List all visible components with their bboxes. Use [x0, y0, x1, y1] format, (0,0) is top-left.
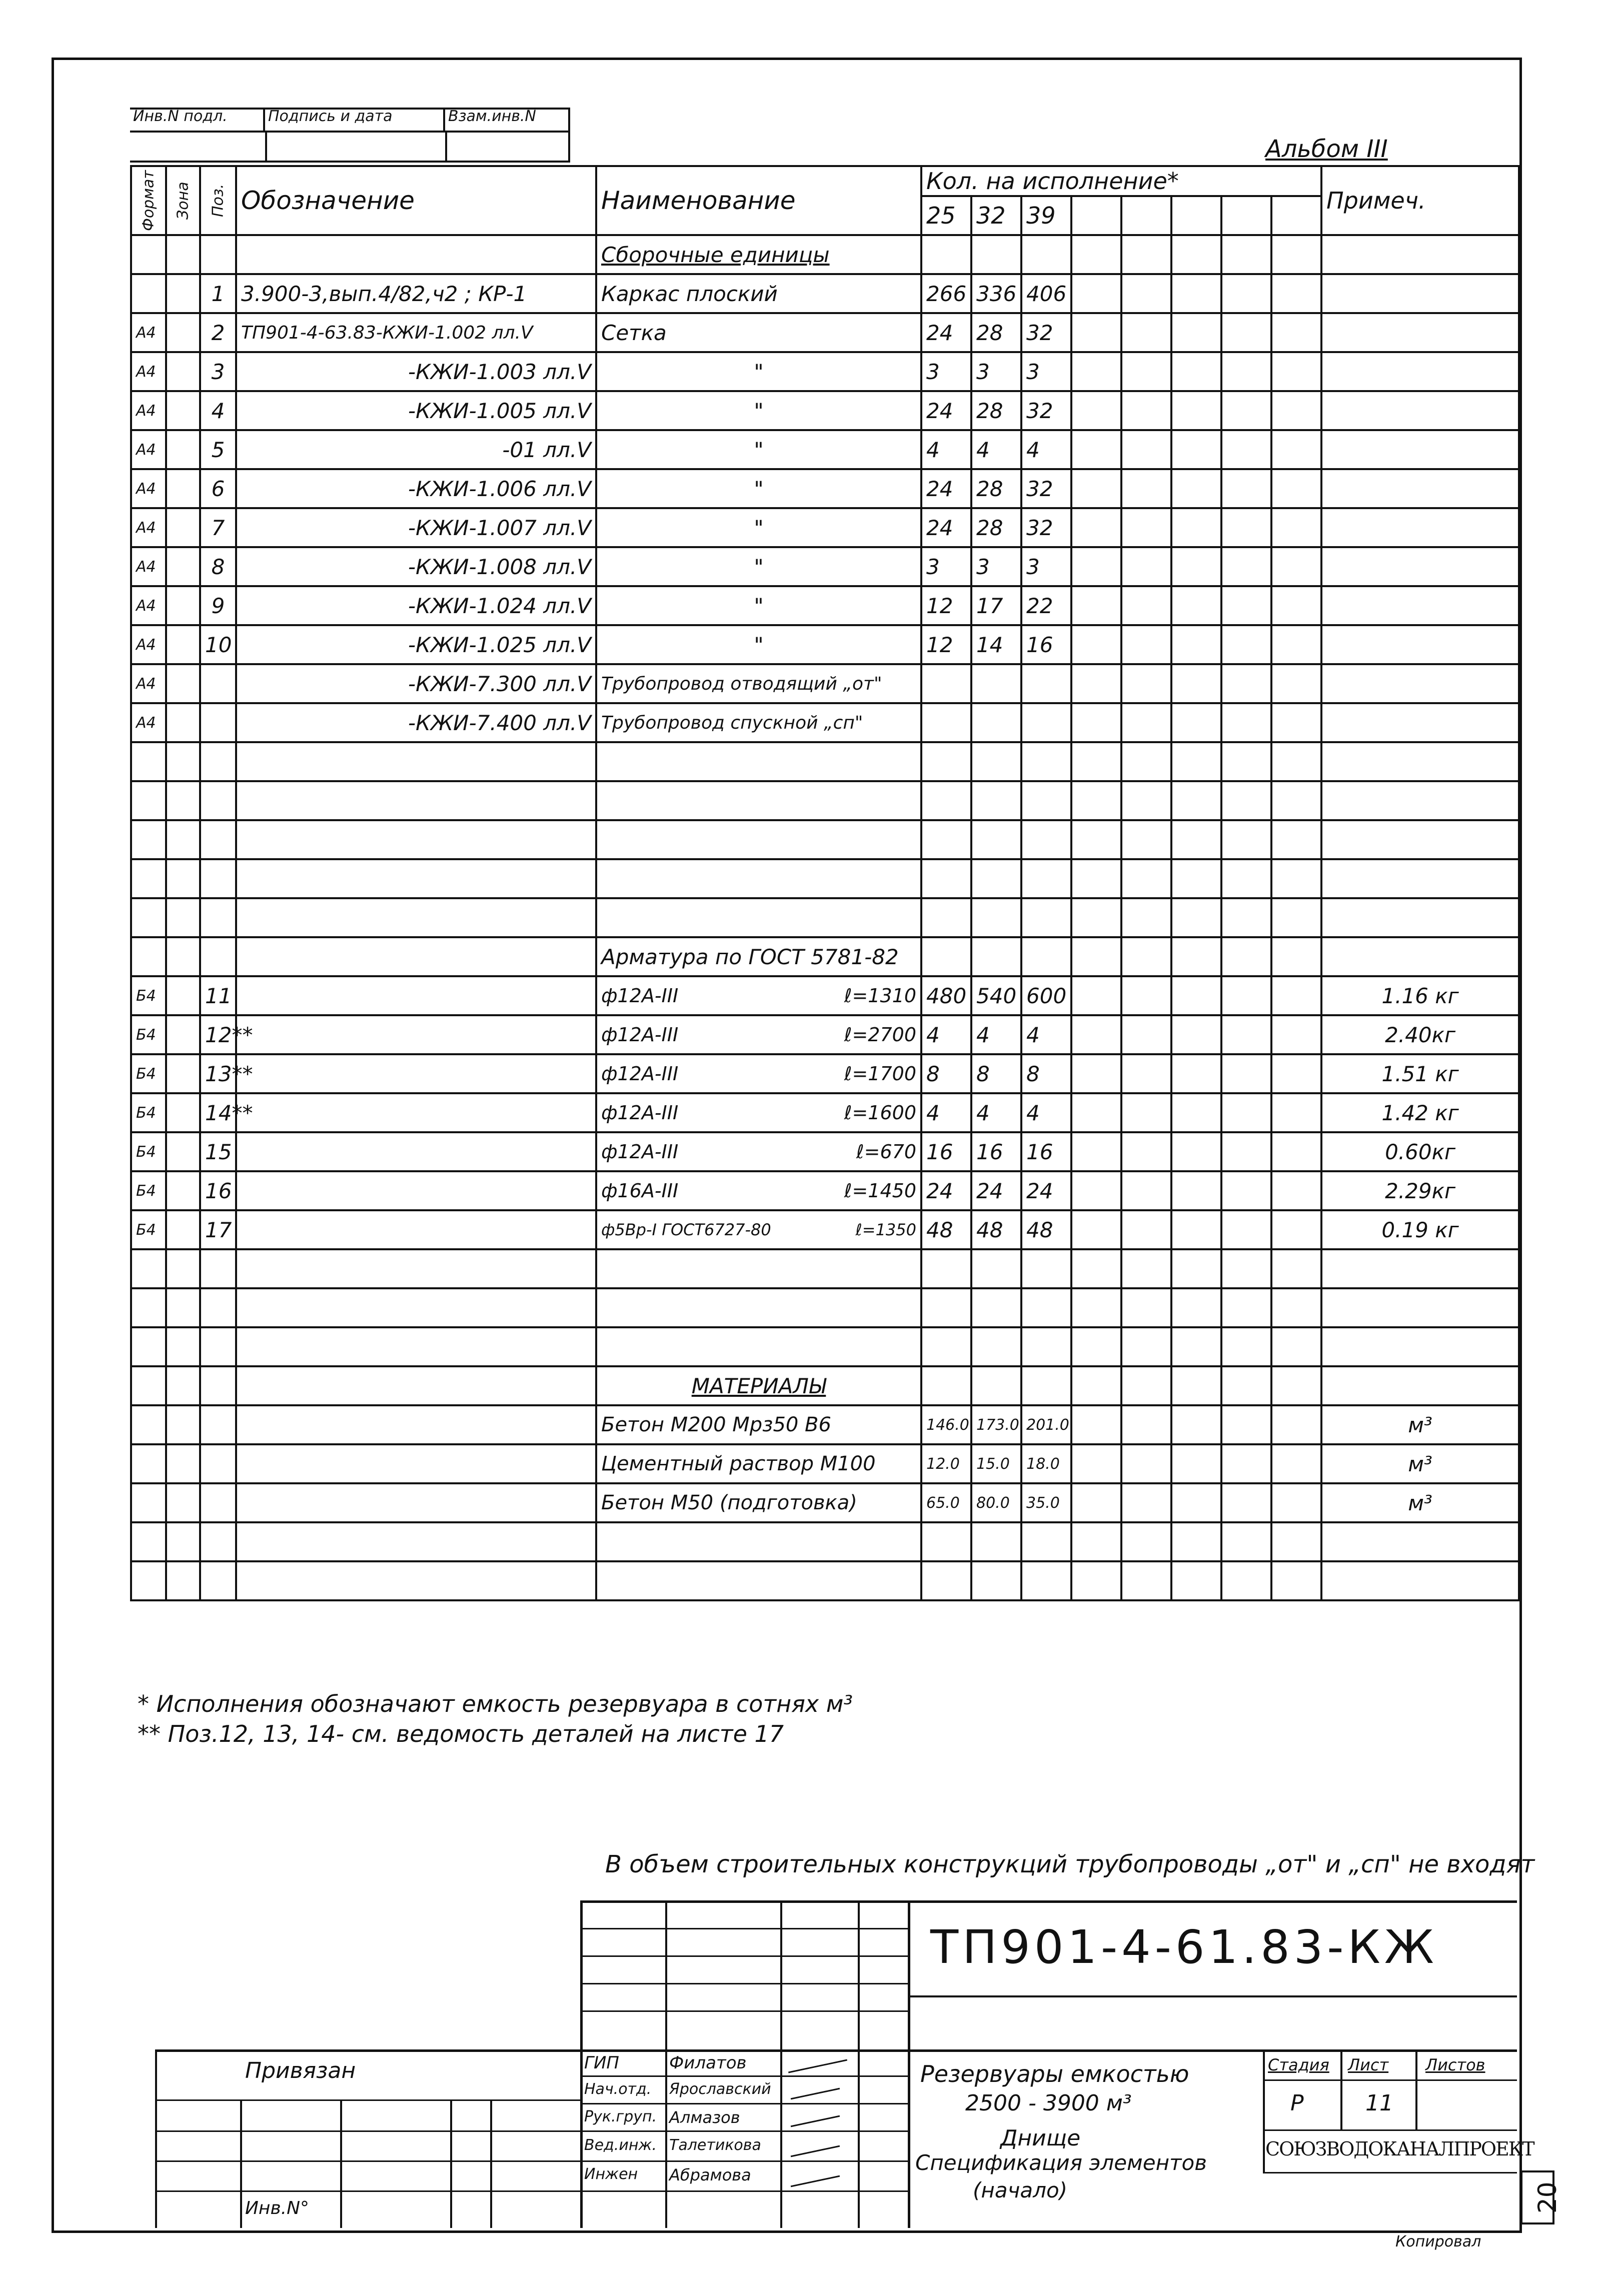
- table-row: А4 2 ТП901-4-63.83-КЖИ-1.002 лл.V Сетка 24 28 32: [131, 313, 1519, 352]
- table-row: А4 9 -КЖИ-1.024 лл.V " 12 17 22: [131, 586, 1519, 625]
- section-materials: МАТЕРИАЛЫ: [596, 1366, 921, 1405]
- table-row: Б4 12** ф12А-III ℓ=2700 4 4 4 2.40кг: [131, 1015, 1519, 1054]
- pipe-note: В объем строительных конструкций трубопроводы „от" и „сп" не входят: [605, 1850, 1535, 1878]
- table-row: Б4 15 ф12А-III ℓ=670 16 16 16 0.60кг: [131, 1132, 1519, 1171]
- table-row: А4 6 -КЖИ-1.006 лл.V " 24 28 32: [131, 469, 1519, 508]
- doc-title-line1: Резервуары емкостью: [920, 2060, 1189, 2087]
- staff-role: Инжен: [584, 2165, 638, 2183]
- staff-name: Талетикова: [669, 2136, 761, 2154]
- staff-role: Вед.инж.: [584, 2136, 657, 2154]
- doc-title-line4: Спецификация элементов: [915, 2150, 1207, 2175]
- section-assembly: Сборочные единицы: [596, 235, 921, 274]
- privyazan-label: Привязан: [245, 2058, 356, 2083]
- staff-name: Филатов: [669, 2053, 747, 2073]
- col-format: Формат: [131, 166, 166, 235]
- staff-name: Ярославский: [669, 2080, 771, 2098]
- organization: СОЮЗВОДОКАНАЛПРОЕКТ: [1265, 2138, 1534, 2160]
- stamp-inv-label: Инв.N подл.: [130, 108, 265, 133]
- staff-role: Нач.отд.: [584, 2080, 652, 2098]
- col-q1: 25: [921, 196, 971, 235]
- footnote-1: * Исполнения обозначают емкость резервуара в сотнях м³: [138, 1690, 853, 1717]
- table-row: Б4 14** ф12А-III ℓ=1600 4 4 4 1.42 кг: [131, 1093, 1519, 1132]
- col-name: Наименование: [596, 166, 921, 235]
- table-row: 1 3.900-3,вып.4/82,ч2 ; КР-1 Каркас плоский 266 336 406: [131, 274, 1519, 313]
- col-zone: Зона: [166, 166, 200, 235]
- table-row: Б4 11 ф12А-III ℓ=1310 480 540 600 1.16 кг: [131, 976, 1519, 1015]
- table-row: А4 -КЖИ-7.300 лл.V Трубопровод отводящий „от": [131, 664, 1519, 703]
- table-row: Бетон М50 (подготовка) 65.0 80.0 35.0 м³: [131, 1483, 1519, 1522]
- stage-label: Стадия: [1268, 2055, 1329, 2074]
- table-row: А4 7 -КЖИ-1.007 лл.V " 24 28 32: [131, 508, 1519, 547]
- document-code: ТП901-4-61.83-КЖ: [930, 1920, 1438, 1974]
- table-row: А4 10 -КЖИ-1.025 лл.V " 12 14 16: [131, 625, 1519, 664]
- table-row: А4 -КЖИ-7.400 лл.V Трубопровод спускной „сп": [131, 703, 1519, 742]
- table-row: А4 8 -КЖИ-1.008 лл.V " 3 3 3: [131, 547, 1519, 586]
- staff-role: Рук.груп.: [584, 2108, 657, 2125]
- staff-name: Алмазов: [669, 2108, 740, 2127]
- staff-name: Абрамова: [669, 2165, 751, 2184]
- copied-label: Копировал: [1395, 2233, 1481, 2250]
- top-left-stamp: [130, 108, 570, 163]
- col-q2: 32: [971, 196, 1021, 235]
- stage-value: Р: [1290, 2090, 1304, 2116]
- album-label: Альбом III: [1265, 135, 1388, 163]
- staff-role: ГИП: [584, 2053, 619, 2073]
- table-row: А4 5 -01 лл.V " 4 4 4: [131, 430, 1519, 469]
- doc-title-line3: Днище: [1000, 2125, 1081, 2151]
- col-oboz: Обозначение: [236, 166, 596, 235]
- stamp-replace-label: Взам.инв.N: [445, 108, 570, 133]
- specification-table: [130, 165, 1520, 1601]
- sheet-value: 11: [1365, 2090, 1393, 2116]
- table-row: Б4 17 ф5Вр-I ГОСТ6727-80 ℓ=1350 48 48 48 0.19 кг: [131, 1210, 1519, 1249]
- table-row: А4 4 -КЖИ-1.005 лл.V " 24 28 32: [131, 391, 1519, 430]
- sheets-label: Листов: [1425, 2055, 1485, 2074]
- doc-title-line2: 2500 - 3900 м³: [965, 2090, 1132, 2116]
- table-row: Бетон М200 Мрз50 В6 146.0 173.0 201.0 м³: [131, 1405, 1519, 1444]
- table-row: А4 3 -КЖИ-1.003 лл.V " 3 3 3: [131, 352, 1519, 391]
- col-pos: Поз.: [200, 166, 236, 235]
- col-q3: 39: [1021, 196, 1071, 235]
- section-rebar: Арматура по ГОСТ 5781-82: [596, 937, 921, 976]
- col-note: Примеч.: [1321, 166, 1519, 235]
- sheet-label: Лист: [1348, 2055, 1389, 2074]
- table-row: Б4 13** ф12А-III ℓ=1700 8 8 8 1.51 кг: [131, 1054, 1519, 1093]
- footnote-2: ** Поз.12, 13, 14- см. ведомость деталей на листе 17: [138, 1720, 784, 1747]
- table-row: Цементный раствор М100 12.0 15.0 18.0 м³: [131, 1444, 1519, 1483]
- table-row: Б4 16 ф16А-III ℓ=1450 24 24 24 2.29кг: [131, 1171, 1519, 1210]
- col-qty-title: Кол. на исполнение*: [921, 166, 1321, 196]
- doc-title-line5: (начало): [973, 2178, 1068, 2202]
- stamp-sign-label: Подпись и дата: [265, 108, 445, 133]
- inv-number-label: Инв.N°: [245, 2198, 310, 2218]
- sheet-corner-number: 20: [1520, 2170, 1554, 2224]
